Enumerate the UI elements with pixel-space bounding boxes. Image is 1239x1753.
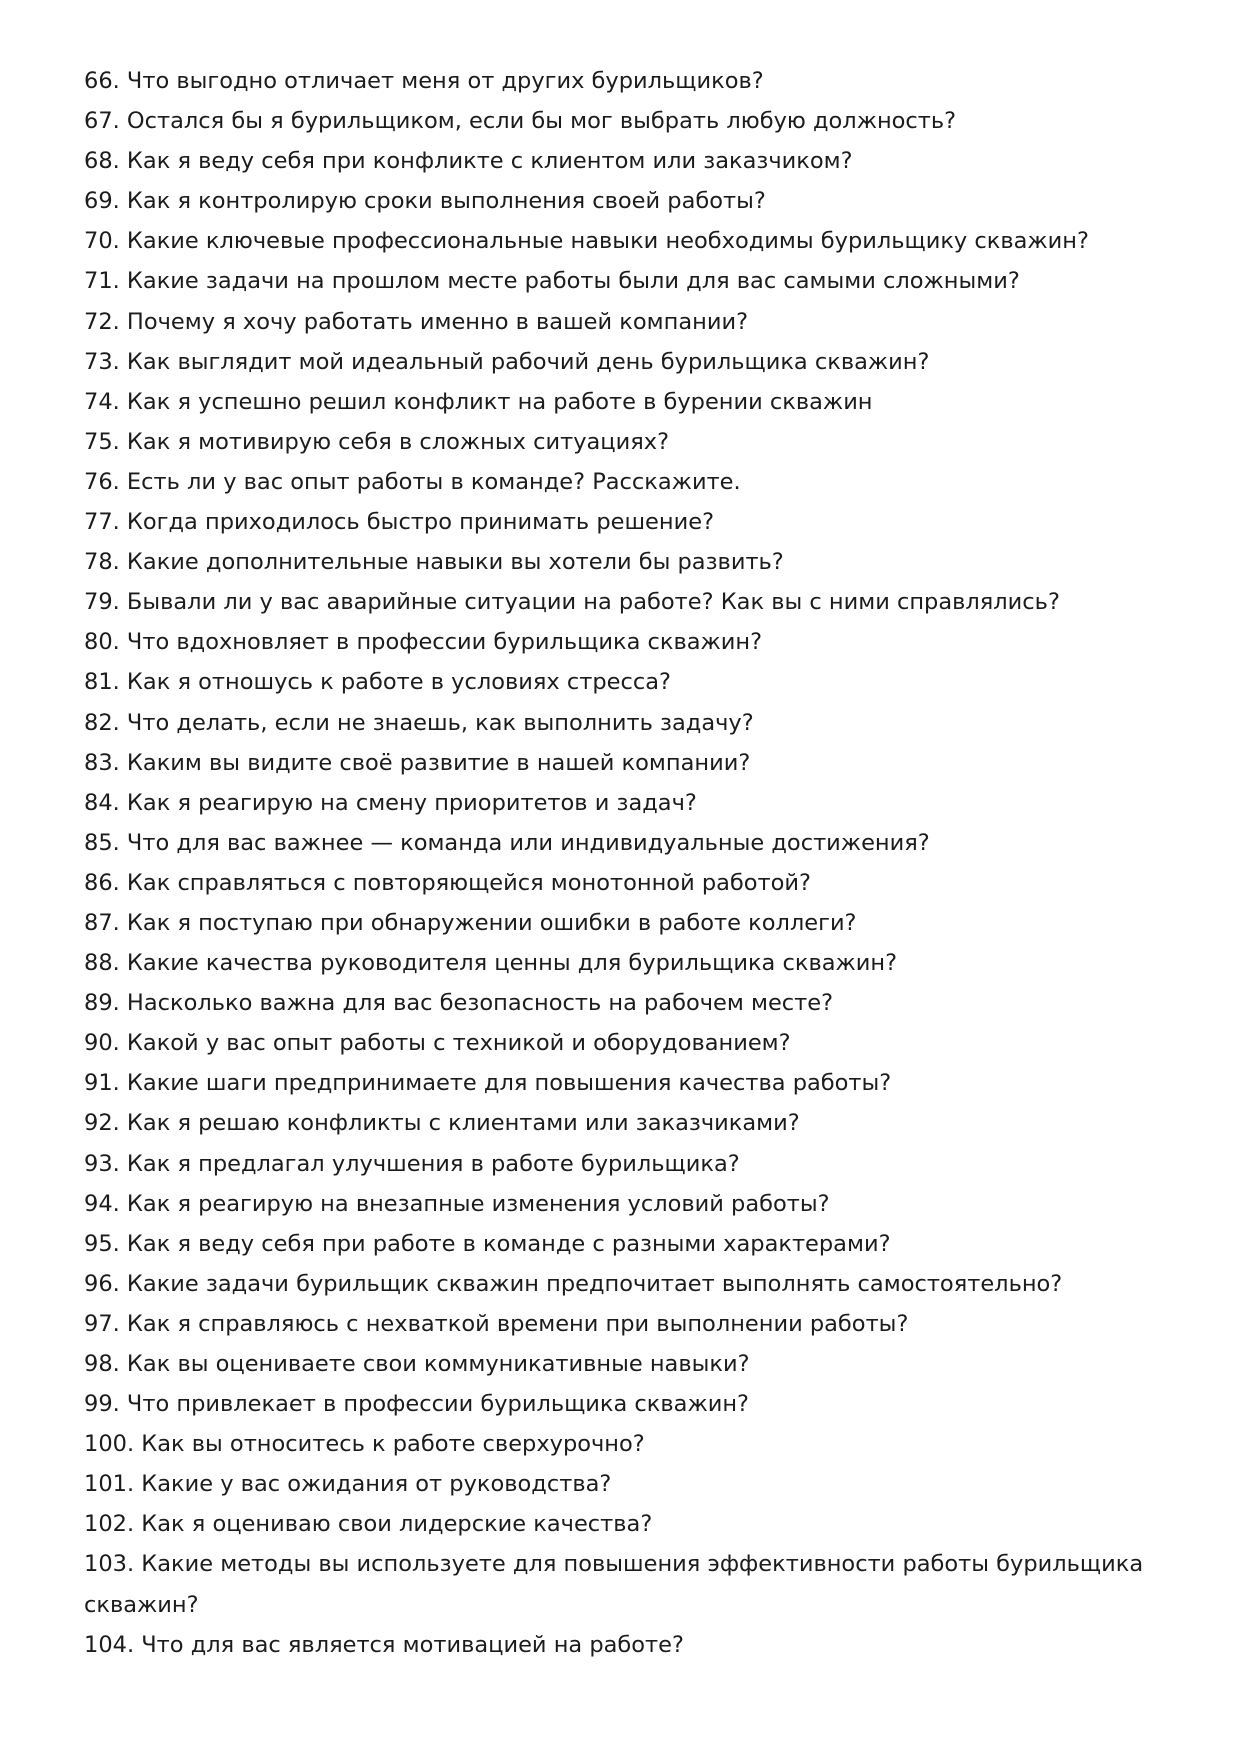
- list-item: 80. Что вдохновляет в профессии бурильщика скважин?: [84, 629, 763, 656]
- list-item: 90. Какой у вас опыт работы с техникой и оборудованием?: [84, 1030, 791, 1057]
- list-item: 95. Как я веду себя при работе в команде с разными характерами?: [84, 1230, 891, 1257]
- list-item: 79. Бывали ли у вас аварийные ситуации на работе? Как вы с ними справлялись?: [84, 589, 1060, 616]
- list-item: 85. Что для вас важнее — команда или индивидуальные достижения?: [84, 829, 930, 856]
- list-item: 103. Какие методы вы используете для повышения эффективности работы бурильщика скважин?: [84, 1551, 1144, 1618]
- list-item: 101. Какие у вас ожидания от руководства?: [84, 1471, 612, 1498]
- list-item: 102. Как я оцениваю свои лидерские качества?: [84, 1511, 653, 1538]
- list-item: 97. Как я справляюсь с нехваткой времени при выполнении работы?: [84, 1310, 909, 1337]
- list-item: 88. Какие качества руководителя ценны для бурильщика скважин?: [84, 950, 898, 977]
- list-item: 77. Когда приходилось быстро принимать решение?: [84, 509, 715, 536]
- list-item: 72. Почему я хочу работать именно в вашей компании?: [84, 308, 749, 335]
- list-item: 86. Как справляться с повторяющейся монотонной работой?: [84, 869, 811, 896]
- list-item: 66. Что выгодно отличает меня от других бурильщиков?: [84, 68, 764, 94]
- list-item: 99. Что привлекает в профессии бурильщика скважин?: [84, 1391, 749, 1418]
- list-item: 93. Как я предлагал улучшения в работе бурильщика?: [84, 1150, 740, 1177]
- list-item: 78. Какие дополнительные навыки вы хотели бы развить?: [84, 549, 784, 576]
- list-item: 68. Как я веду себя при конфликте с клиентом или заказчиком?: [84, 148, 853, 175]
- list-item: 83. Каким вы видите своё развитие в нашей компании?: [84, 749, 751, 776]
- list-item: 87. Как я поступаю при обнаружении ошибки в работе коллеги?: [84, 909, 857, 936]
- list-item: 74. Как я успешно решил конфликт на работе в бурении скважин: [84, 388, 873, 415]
- list-item: 81. Как я отношусь к работе в условиях стресса?: [84, 669, 671, 696]
- list-item: 69. Как я контролирую сроки выполнения своей работы?: [84, 188, 766, 215]
- question-list: [84, 61, 1154, 1665]
- list-item: 98. Как вы оцениваете свои коммуникативные навыки?: [84, 1351, 750, 1377]
- list-item: 84. Как я реагирую на смену приоритетов и задач?: [84, 789, 697, 816]
- list-item: 89. Насколько важна для вас безопасность на рабочем месте?: [84, 990, 834, 1017]
- list-item: 70. Какие ключевые профессиональные навыки необходимы бурильщику скважин?: [84, 228, 1089, 255]
- list-item: 82. Что делать, если не знаешь, как выполнить задачу?: [84, 709, 754, 736]
- list-item: 92. Как я решаю конфликты с клиентами или заказчиками?: [84, 1110, 800, 1137]
- list-item: 67. Остался бы я бурильщиком, если бы мог выбрать любую должность?: [84, 108, 957, 135]
- list-item: 100. Как вы относитесь к работе сверхурочно?: [84, 1431, 645, 1458]
- list-item: 96. Какие задачи бурильщик скважин предпочитает выполнять самостоятельно?: [84, 1270, 1063, 1297]
- list-item: 71. Какие задачи на прошлом месте работы были для вас самыми сложными?: [84, 268, 1020, 295]
- list-item: 75. Как я мотивирую себя в сложных ситуациях?: [84, 428, 670, 455]
- list-item: 94. Как я реагирую на внезапные изменения условий работы?: [84, 1190, 830, 1217]
- list-item: 73. Как выглядит мой идеальный рабочий день бурильщика скважин?: [84, 348, 930, 375]
- list-item: 104. Что для вас является мотивацией на работе?: [84, 1631, 684, 1658]
- list-item: 76. Есть ли у вас опыт работы в команде? Расскажите.: [84, 468, 741, 495]
- list-item: 91. Какие шаги предпринимаете для повышения качества работы?: [84, 1070, 892, 1097]
